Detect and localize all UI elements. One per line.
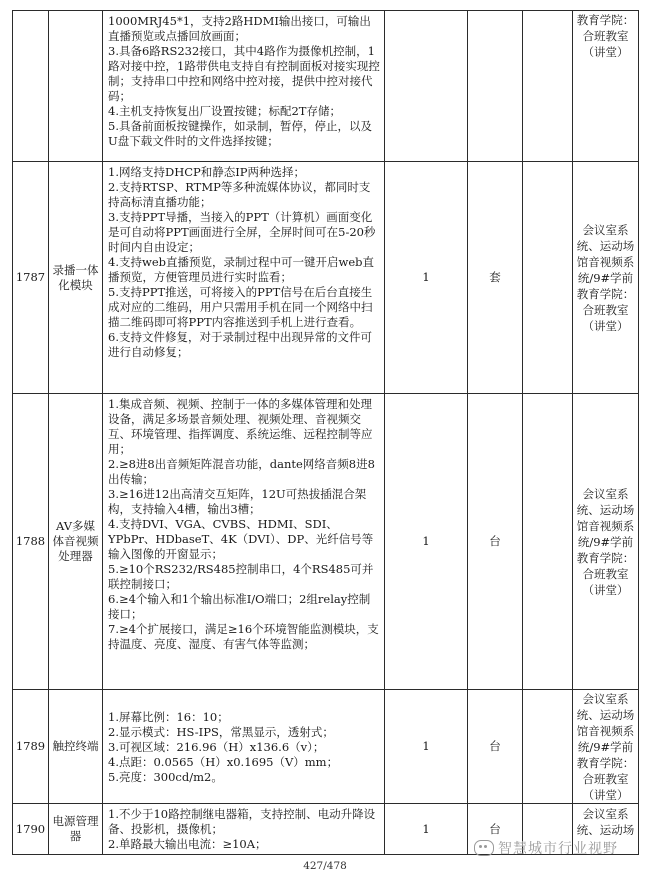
spec-line: 2.≥8进8出音频矩阵混音功能，dante网络音频8进8出传输； xyxy=(108,457,375,486)
item-unit: 套 xyxy=(468,162,523,394)
item-unit: 台 xyxy=(468,804,523,855)
item-specs xyxy=(103,394,385,690)
item-quantity xyxy=(385,11,468,162)
spec-line: 5.亮度：300cd/m2。 xyxy=(108,769,223,784)
spec-line: 2.支持RTSP、RTMP等多种流媒体协议，都同时支持高标清直播功能； xyxy=(108,180,371,209)
spec-line: 4.点距：0.0565（H）x0.1695（V）mm； xyxy=(108,754,339,769)
table-row xyxy=(13,690,639,804)
watermark xyxy=(474,838,618,858)
item-quantity: 1 xyxy=(385,394,468,690)
item-name: 录播一体化模块 xyxy=(49,162,103,394)
spec-line: 5.具备前面板按键操作，如录制，暂停，停止，以及U盘下载文件时的文件选择按键； xyxy=(108,119,372,148)
item-empty-cell xyxy=(523,690,573,804)
item-unit: 台 xyxy=(468,690,523,804)
spec-line: 1.网络支持DHCP和静态IP两种选择； xyxy=(108,165,306,179)
table-row xyxy=(13,11,639,162)
item-location: 教育学院：合班教室（讲堂） xyxy=(573,11,639,162)
item-unit xyxy=(468,11,523,162)
item-location: 会议室系统、运动场 xyxy=(573,804,639,855)
item-empty-cell xyxy=(523,162,573,394)
item-quantity: 1 xyxy=(385,804,468,855)
spec-line: 4.支持DVI、VGA、CVBS、HDMI、SDI、YPbPr、HDbaseT、4K（DVI）、DP、光纤信号等输入图像的开窗显示； xyxy=(108,517,374,561)
spec-line: 4.主机支持恢复出厂设置按键；标配2T存储； xyxy=(108,104,341,118)
item-number xyxy=(13,11,49,162)
item-name: 电源管理器 xyxy=(49,804,103,855)
item-number: 1788 xyxy=(13,394,49,690)
spec-line: 1.集成音频、视频、控制于一体的多媒体管理和处理设备，满足多场景音频处理、视频处理、音视频交互、环境管理、指挥调度、系统运维、远程控制等应用； xyxy=(108,397,373,456)
item-name: 触控终端 xyxy=(49,690,103,804)
spec-line: 3.可视区域：216.96（H）x136.6（v）； xyxy=(108,739,325,754)
spec-line: 5.支持PPT推送，可将接入的PPT信号在后台直接生成对应的二维码，用户只需用手机在同一个网络中扫描二维码即可将PPT内容推送到手机上进行查看。 xyxy=(108,285,373,329)
spec-line: 3.≥16进12出高清交互矩阵，12U可热拔插混合架构，支持输入4槽，输出3槽； xyxy=(108,487,367,516)
spec-line: 4.支持web直播预览，录制过程中可一键开启web直播预览，方便管理员进行实时监看； xyxy=(108,255,374,284)
item-location: 会议室系统、运动场馆音视频系统/9#学前教育学院：合班教室（讲堂） xyxy=(573,690,639,804)
spec-line: 1.不少于10路控制继电器箱，支持控制、电动升降设备、投影机，摄像机； xyxy=(108,807,376,836)
watermark-text: 智慧城市行业视野 xyxy=(498,841,618,857)
item-unit: 台 xyxy=(468,394,523,690)
item-number: 1787 xyxy=(13,162,49,394)
spec-line: 5.≥10个RS232/RS485控制串口，4个RS485可并联控制接口； xyxy=(108,562,374,591)
item-location: 会议室系统、运动场馆音视频系统/9#学前教育学院：合班教室（讲堂） xyxy=(573,394,639,690)
item-number: 1789 xyxy=(13,690,49,804)
item-number: 1790 xyxy=(13,804,49,855)
spec-line: 1.屏幕比例：16：10； xyxy=(108,709,229,724)
spec-line: 3.具备6路RS232接口，其中4路作为摄像机控制，1路对接中控，1路带供电支持自有控制面板对接实现控制；支持串口中控和网络中控对接，提供中控对接代码； xyxy=(108,44,380,103)
item-empty-cell xyxy=(523,11,573,162)
equipment-table xyxy=(12,10,639,855)
spec-line: 2.显示模式：HS-IPS，常黑显示，透射式； xyxy=(108,724,334,739)
spec-line: 1000MRJ45*1，支持2路HDMI输出接口，可输出直播预览或点播回放画面； xyxy=(108,14,371,43)
table-row xyxy=(13,394,639,690)
item-name: AV多媒体音视频处理器 xyxy=(49,394,103,690)
spec-line: 6.支持文件修复，对于录制过程中出现异常的文件可进行自动修复； xyxy=(108,330,372,359)
page-number: 427/478 xyxy=(303,860,347,872)
spec-line: 7.≥4个扩展接口，满足≥16个环境智能监测模块，支持温度、亮度、湿度、有害气体等监测； xyxy=(108,622,379,651)
spec-line: 6.≥4个输入和1个输出标准I/O端口；2组relay控制接口； xyxy=(108,592,371,621)
spec-line: 3.支持PPT导播，当接入的PPT（计算机）画面变化是可自动将PPT画面进行全屏，全屏时间可在5-20秒时间内自由设定； xyxy=(108,210,376,254)
item-specs xyxy=(103,690,385,804)
item-empty-cell xyxy=(523,394,573,690)
item-location: 会议室系统、运动场馆音视频系统/9#学前教育学院：合班教室（讲堂） xyxy=(573,162,639,394)
item-quantity: 1 xyxy=(385,162,468,394)
spec-line: 2.单路最大输出电流：≥10A； xyxy=(108,837,267,851)
table-row xyxy=(13,162,639,394)
item-name xyxy=(49,11,103,162)
wechat-icon xyxy=(474,840,494,856)
item-quantity: 1 xyxy=(385,690,468,804)
item-specs xyxy=(103,804,385,855)
item-specs xyxy=(103,162,385,394)
item-specs xyxy=(103,11,385,162)
